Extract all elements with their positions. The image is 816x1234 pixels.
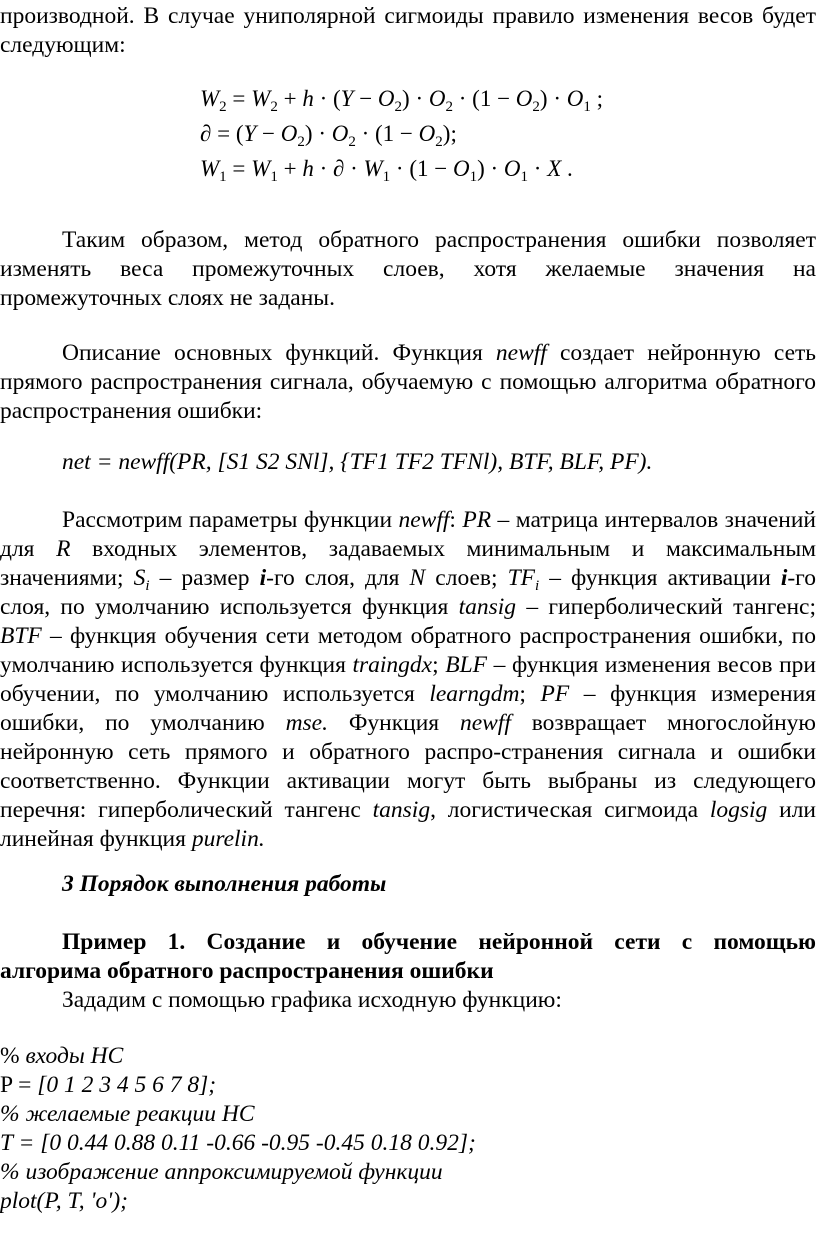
paragraph-2-text xyxy=(0,339,816,426)
code-line-2: P = [0 1 2 3 4 5 6 7 8]; xyxy=(0,1072,217,1098)
example-title xyxy=(0,928,816,1015)
section-heading xyxy=(0,870,816,899)
code-line-3: % желаемые реакции НС xyxy=(0,1101,255,1127)
function-signature xyxy=(0,448,816,477)
example-intro: Зададим с помощью графика исходную функцию: xyxy=(62,987,562,1013)
intro-paragraph xyxy=(0,2,816,60)
formula-3: $W_1 = W_1 + h$ · ∂ · $W_1 \cdot (1 - O_1) \cdot O_1 \cdot X$ . xyxy=(200,156,573,185)
code-line-5: % изображение аппроксимируемой функции xyxy=(0,1159,443,1185)
intro-line-2: следующим: xyxy=(0,32,126,58)
paragraph-2 xyxy=(0,339,816,426)
code-line-1: % входы НС xyxy=(0,1043,124,1069)
example-title-line-1: Пример 1. Создание и обучение нейронной сети с помощью xyxy=(62,929,816,955)
example-title-line-2: алгорима обратного распространения ошибки xyxy=(0,958,494,984)
code-line-1-visible: входы НС xyxy=(25,1043,124,1069)
p2-text-b: создает нейронную сеть прямого распространения сигнала, обучаемую с помощью алгоритма обратного распространения ошибки: xyxy=(0,340,816,424)
paragraph-3-text: Рассмотрим параметры функции newff: PR – матрица интервалов значений для R входных элементов, задаваемых минимальным и максимальным значениями; $S_i$ – размер i-го слоя, для N слоев; $TF_i$ – функция активации i-го слоя, по умолчанию используется функция tansig – гиперболический тангенс; BTF – функция обучения сети методом обратного распространения ошибки, по умолчанию используется функция traingdx; BLF – функция изменения весов при обучении, по умолчанию используется learngdm; PF – функция измерения ошибки, по умолчанию mse. Функция newff возвращает многослойную нейронную сеть прямого и обратного распро-странения сигнала и ошибки соответственно. Функции активации могут быть выбраны из следующего перечня: гиперболический тангенс tansig, логистическая сигмоида logsig или линейная функция purelin. xyxy=(0,507,816,852)
paragraph-1-text: Таким образом, метод обратного распространения ошибки позволяет изменять веса промежуточных слоев, хотя желаемые значения на промежуточных слоях не заданы. xyxy=(0,227,816,311)
paragraph-1 xyxy=(0,226,816,313)
formula-2: ∂ = $(Y - O_2) \cdot O_2 \cdot (1 - O_2)$; xyxy=(200,121,457,150)
code-block xyxy=(0,1042,816,1216)
code-line-6: plot(P, T, 'o'); xyxy=(0,1188,128,1214)
intro-line-1: производной. В случае униполярной сигмоиды правило изменения весов будет xyxy=(0,3,816,29)
signature-text: net = newff(PR, [S1 S2 SNl], {TF1 TF2 TFNl), BTF, BLF, PF). xyxy=(62,449,653,475)
p2-text-a: Описание основных функций. Функция xyxy=(62,340,496,366)
p2-fn: newff xyxy=(495,340,547,366)
code-line-4: T = [0 0.44 0.88 0.11 -0.66 -0.95 -0.45 0.18 0.92]; xyxy=(0,1130,476,1156)
formula-1: $W_2 = W_2 + h \cdot (Y - O_2) \cdot O_2 \cdot (1 - O_2) \cdot O_1$ ; xyxy=(200,86,604,115)
section-heading-text: 3 Порядок выполнения работы xyxy=(62,871,387,897)
paragraph-3 xyxy=(0,506,816,854)
